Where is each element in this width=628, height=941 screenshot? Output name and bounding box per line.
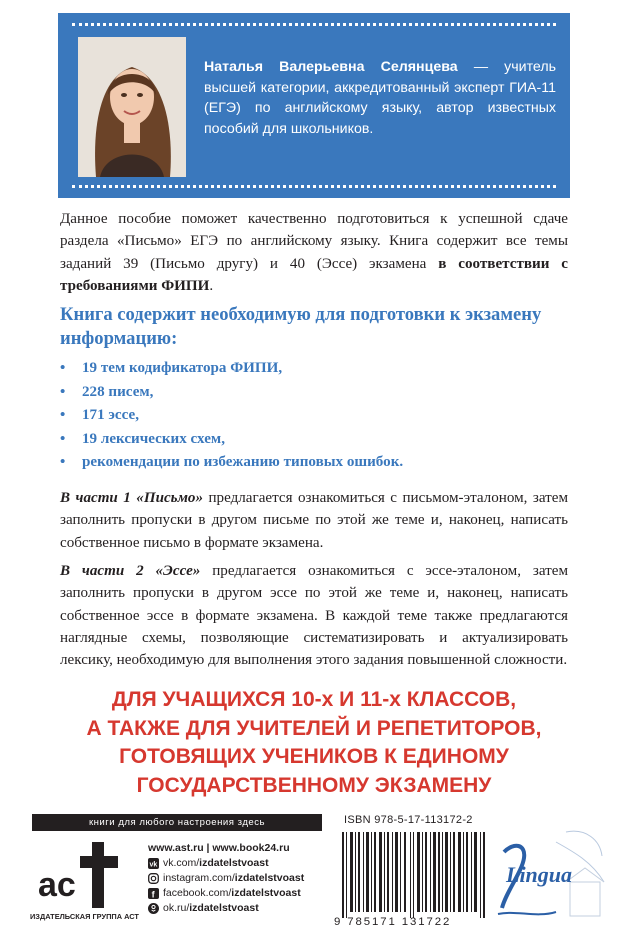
svg-text:vk: vk bbox=[149, 861, 158, 869]
publisher-links bbox=[148, 840, 304, 916]
part1-lead: В части 1 «Письмо» bbox=[60, 490, 204, 506]
list-item: • рекомендации по избежанию типовых ошибок. bbox=[60, 451, 403, 475]
author-name: Наталья Валерьевна Селянцева bbox=[204, 59, 458, 75]
dotted-border-top bbox=[72, 23, 556, 26]
social-link-ok[interactable]: ok.ru/ izdatelstvoast bbox=[148, 901, 304, 916]
part1-paragraph bbox=[60, 487, 568, 554]
barcode bbox=[338, 832, 490, 920]
lingua-wordmark: Lingua bbox=[506, 862, 573, 887]
isbn-text: ISBN 978-5-17-113172-2 bbox=[344, 814, 473, 826]
audience-banner bbox=[40, 686, 588, 800]
barcode-number: 9 785171 131722 bbox=[334, 916, 452, 928]
svg-text:f: f bbox=[151, 889, 155, 899]
part1-text: предлагается ознакомиться с письмом-эталоном, затем заполнить пропуски в другом письме по этой же теме и, наконец, написать собственное письмо в формате экзамена. bbox=[60, 490, 568, 551]
author-description: — учитель высшей категории, аккредитованный эксперт ГИА-11 (ЕГЭ) по английскому языку, автор известных пособий для школьников. bbox=[204, 59, 556, 137]
dotted-border-bottom bbox=[72, 185, 556, 188]
intro-end: . bbox=[209, 277, 214, 294]
audience-line: ГОТОВЯЩИХ УЧЕНИКОВ К ЕДИНОМУ bbox=[119, 745, 509, 768]
website-links[interactable]: www.ast.ru | www.book24.ru bbox=[148, 842, 290, 854]
list-item: • 171 эссе, bbox=[60, 404, 403, 428]
part2-lead: В части 2 «Эссе» bbox=[60, 563, 201, 579]
list-item: • 19 тем кодификатора ФИПИ, bbox=[60, 357, 403, 381]
social-link-facebook[interactable]: f facebook.com/ izdatelstvoast bbox=[148, 886, 304, 901]
publisher-caption: ИЗДАТЕЛЬСКАЯ ГРУППА АСТ bbox=[30, 912, 139, 921]
list-item: • 228 писем, bbox=[60, 381, 403, 405]
part2-paragraph bbox=[60, 560, 568, 671]
audience-line: ДЛЯ УЧАЩИХСЯ 10-х И 11-х КЛАССОВ, bbox=[111, 688, 517, 711]
contents-list bbox=[60, 357, 403, 475]
facebook-icon bbox=[148, 888, 159, 899]
intro-emphasis: в соответствии с требованиями ФИПИ bbox=[60, 255, 568, 294]
odnoklassniki-icon bbox=[148, 903, 159, 914]
audience-line: ГОСУДАРСТВЕННОМУ ЭКЗАМЕНУ bbox=[136, 773, 492, 797]
contents-heading: Книга содержит необходимую для подготовки к экзамену информацию: bbox=[60, 304, 542, 349]
ast-logo bbox=[34, 838, 124, 912]
author-bio bbox=[204, 57, 556, 139]
social-link-vk[interactable]: vk vk.com/ izdatelstvoast bbox=[149, 857, 269, 869]
vk-icon bbox=[148, 858, 159, 869]
intro-paragraph bbox=[60, 208, 568, 297]
author-box bbox=[58, 13, 570, 198]
list-item: • 19 лексических схем, bbox=[60, 428, 403, 452]
audience-line: А ТАКЖЕ ДЛЯ УЧИТЕЛЕЙ И РЕПЕТИТОРОВ, bbox=[86, 716, 542, 740]
author-photo bbox=[78, 37, 186, 177]
intro-text: Данное пособие поможет качественно подготовиться к успешной сдаче раздела «Письмо» ЕГЭ по английскому языку. Книга содержит все темы заданий 39 (Письмо другу) и 40 (Эссе) экзамена bbox=[60, 211, 568, 272]
social-link-instagram[interactable]: instagram.com/ izdatelstvoast bbox=[148, 871, 304, 886]
logo-text: ac bbox=[38, 866, 76, 904]
tagline-bar: книги для любого настроения здесь bbox=[32, 814, 322, 831]
part2-text: предлагается ознакомиться с эссе-эталоном, затем заполнить пропуски в другом эссе по этой же теме и, наконец, написать собственное эссе в формате экзамена. В каждой теме также предлагаются наглядные схемы, позволяющие систематизировать и актуализировать лексику, необходимую для выполнения этого задания повышенной сложности. bbox=[60, 563, 568, 669]
instagram-icon bbox=[148, 873, 159, 884]
